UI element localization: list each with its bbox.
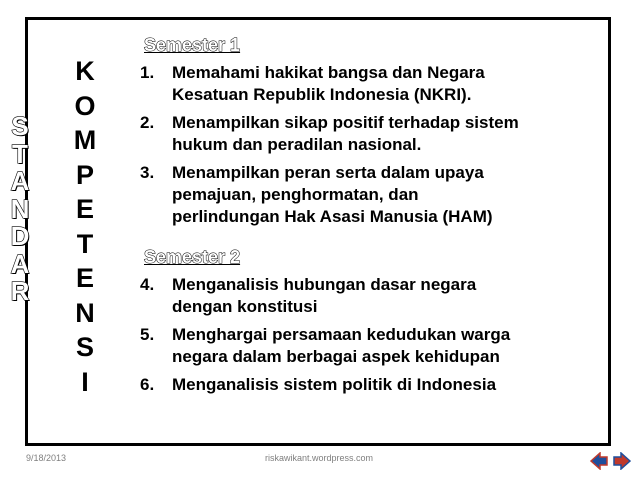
standar-letter: A: [10, 248, 30, 279]
list-item: [140, 162, 610, 228]
kompetensi-letter: P: [75, 159, 94, 190]
item-text: Memahami hakikat bangsa dan Negara Kesatuan Republik Indonesia (NKRI).: [172, 63, 485, 104]
item-number: 6.: [140, 375, 155, 394]
kompetensi-letter: T: [76, 228, 94, 259]
kompetensi-vertical-label: [70, 58, 100, 403]
semester-1-heading: Semester 1: [144, 35, 241, 55]
standar-letter: N: [10, 193, 30, 224]
arrow-right-icon[interactable]: [612, 452, 632, 470]
item-number: 5.: [140, 325, 155, 344]
list-item: [140, 324, 610, 368]
kompetensi-letter: I: [81, 366, 89, 397]
item-number: 4.: [140, 275, 155, 294]
kompetensi-letter: K: [75, 56, 95, 86]
list-item: [140, 112, 610, 156]
kompetensi-letter: S: [75, 332, 94, 362]
footer-date: 9/18/2013: [26, 453, 67, 463]
item-text: Menghargai persamaan kedudukan warga negara dalam berbagai aspek kehidupan: [172, 325, 511, 366]
semester-2-heading: Semester 2: [144, 247, 241, 267]
footer-site: riskawikant.wordpress.com: [264, 453, 374, 463]
list-item: [140, 374, 610, 396]
standar-letter: T: [12, 138, 28, 169]
kompetensi-letter: O: [74, 90, 96, 121]
standar-vertical-label: [8, 113, 32, 306]
standar-letter: R: [10, 276, 30, 306]
item-text: Menampilkan peran serta dalam upaya pemajuan, penghormatan, dan perlindungan Hak Asasi Manusia (HAM): [172, 163, 493, 226]
item-number: 3.: [140, 163, 155, 182]
standar-letter: S: [11, 111, 29, 141]
kompetensi-letter: E: [75, 263, 94, 293]
item-number: 1.: [140, 63, 155, 82]
kompetensi-letter: M: [73, 125, 97, 155]
item-text: Menganalisis hubungan dasar negara dengan konstitusi: [172, 275, 477, 316]
standar-letter: D: [10, 221, 30, 251]
arrow-left-icon[interactable]: [589, 452, 609, 470]
item-number: 2.: [140, 113, 155, 132]
slide-content: [140, 30, 610, 402]
item-text: Menampilkan sikap positif terhadap sistem hukum dan peradilan nasional.: [172, 113, 519, 154]
item-text: Menganalisis sistem politik di Indonesia: [172, 375, 497, 394]
list-item: [140, 62, 610, 106]
kompetensi-letter: E: [75, 194, 94, 224]
standar-letter: A: [10, 166, 30, 196]
semester-2-list: [140, 274, 610, 396]
kompetensi-letter: N: [75, 297, 95, 328]
list-item: [140, 274, 610, 318]
semester-1-list: [140, 62, 610, 228]
